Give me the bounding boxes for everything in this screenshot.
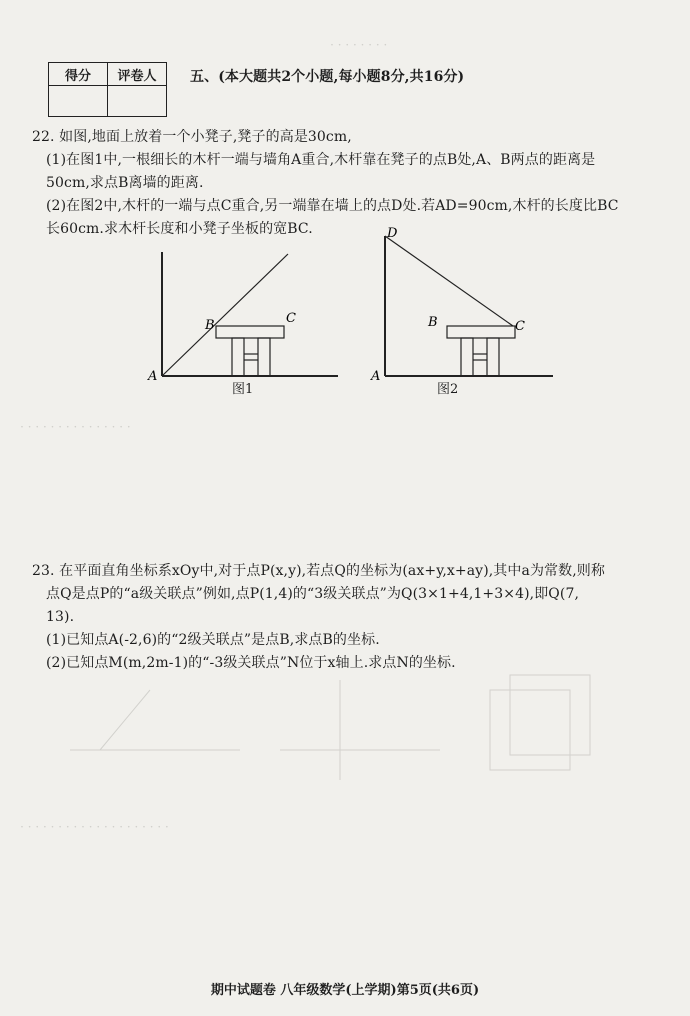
rod-line (385, 236, 513, 326)
bleed-through-text: · · · · · · · · (330, 38, 388, 52)
bleed-through-text: · · · · · · · · · · · · · · · · · · · · (20, 820, 169, 834)
q22-stem: 22. 如图,地面上放着一个小凳子,凳子的高是30cm, (32, 129, 352, 145)
figure-2-caption: 图2 (437, 382, 459, 397)
rod-line (162, 254, 288, 376)
q23-stem-line2: 点Q是点P的“a级关联点”例如,点P(1,4)的“3级关联点”为Q(3×1+4,1+3×4),即Q(7, (46, 586, 580, 602)
bleed-through-text: · · · · · · · · · · · · · · · (20, 420, 131, 434)
score-header: 得分 (49, 63, 108, 86)
q23-stem-line1: 23. 在平面直角坐标系xOy中,对于点P(x,y),若点Q的坐标为(ax+y,x+ay),其中a为常数,则称 (32, 563, 605, 579)
grader-header: 评卷人 (108, 63, 167, 86)
figure-1-caption: 图1 (232, 382, 254, 397)
figure-2 (365, 222, 565, 382)
stool (216, 326, 284, 376)
q22-part2-line1: (2)在图2中,木杆的一端与点C重合,另一端靠在墙上的点D处.若AD=90cm,木杆的长度比BC (46, 198, 619, 214)
label-a: A (371, 369, 381, 382)
grader-cell (108, 86, 167, 117)
q22-part2-line2: 长60cm.求木杆长度和小凳子坐板的宽BC. (46, 221, 313, 237)
label-b: B (428, 315, 438, 330)
label-b: B (205, 318, 215, 333)
score-cell (49, 86, 108, 117)
stool (447, 326, 515, 376)
label-a: A (148, 369, 158, 384)
score-table (48, 62, 167, 117)
q23-stem-line3: 13). (46, 609, 75, 625)
bleed-through-figures (40, 670, 600, 800)
q23-part1: (1)已知点A(-2,6)的“2级关联点”是点B,求点B的坐标. (46, 632, 380, 648)
q22-part1-line2: 50cm,求点B离墙的距离. (46, 175, 204, 191)
label-c: C (286, 311, 296, 326)
q22-part1-line1: (1)在图1中,一根细长的木杆一端与墙角A重合,木杆靠在凳子的点B处,A、B两点的距离是 (46, 152, 596, 168)
section-title: 五、(本大题共2个小题,每小题8分,共16分) (190, 69, 465, 85)
label-d: D (387, 226, 398, 241)
label-c: C (515, 319, 525, 334)
figure-1 (140, 240, 340, 400)
q23-part2: (2)已知点M(m,2m-1)的“-3级关联点”N位于x轴上.求点N的坐标. (46, 655, 456, 671)
page-footer: 期中试题卷 八年级数学(上学期)第5页(共6页) (210, 983, 480, 998)
